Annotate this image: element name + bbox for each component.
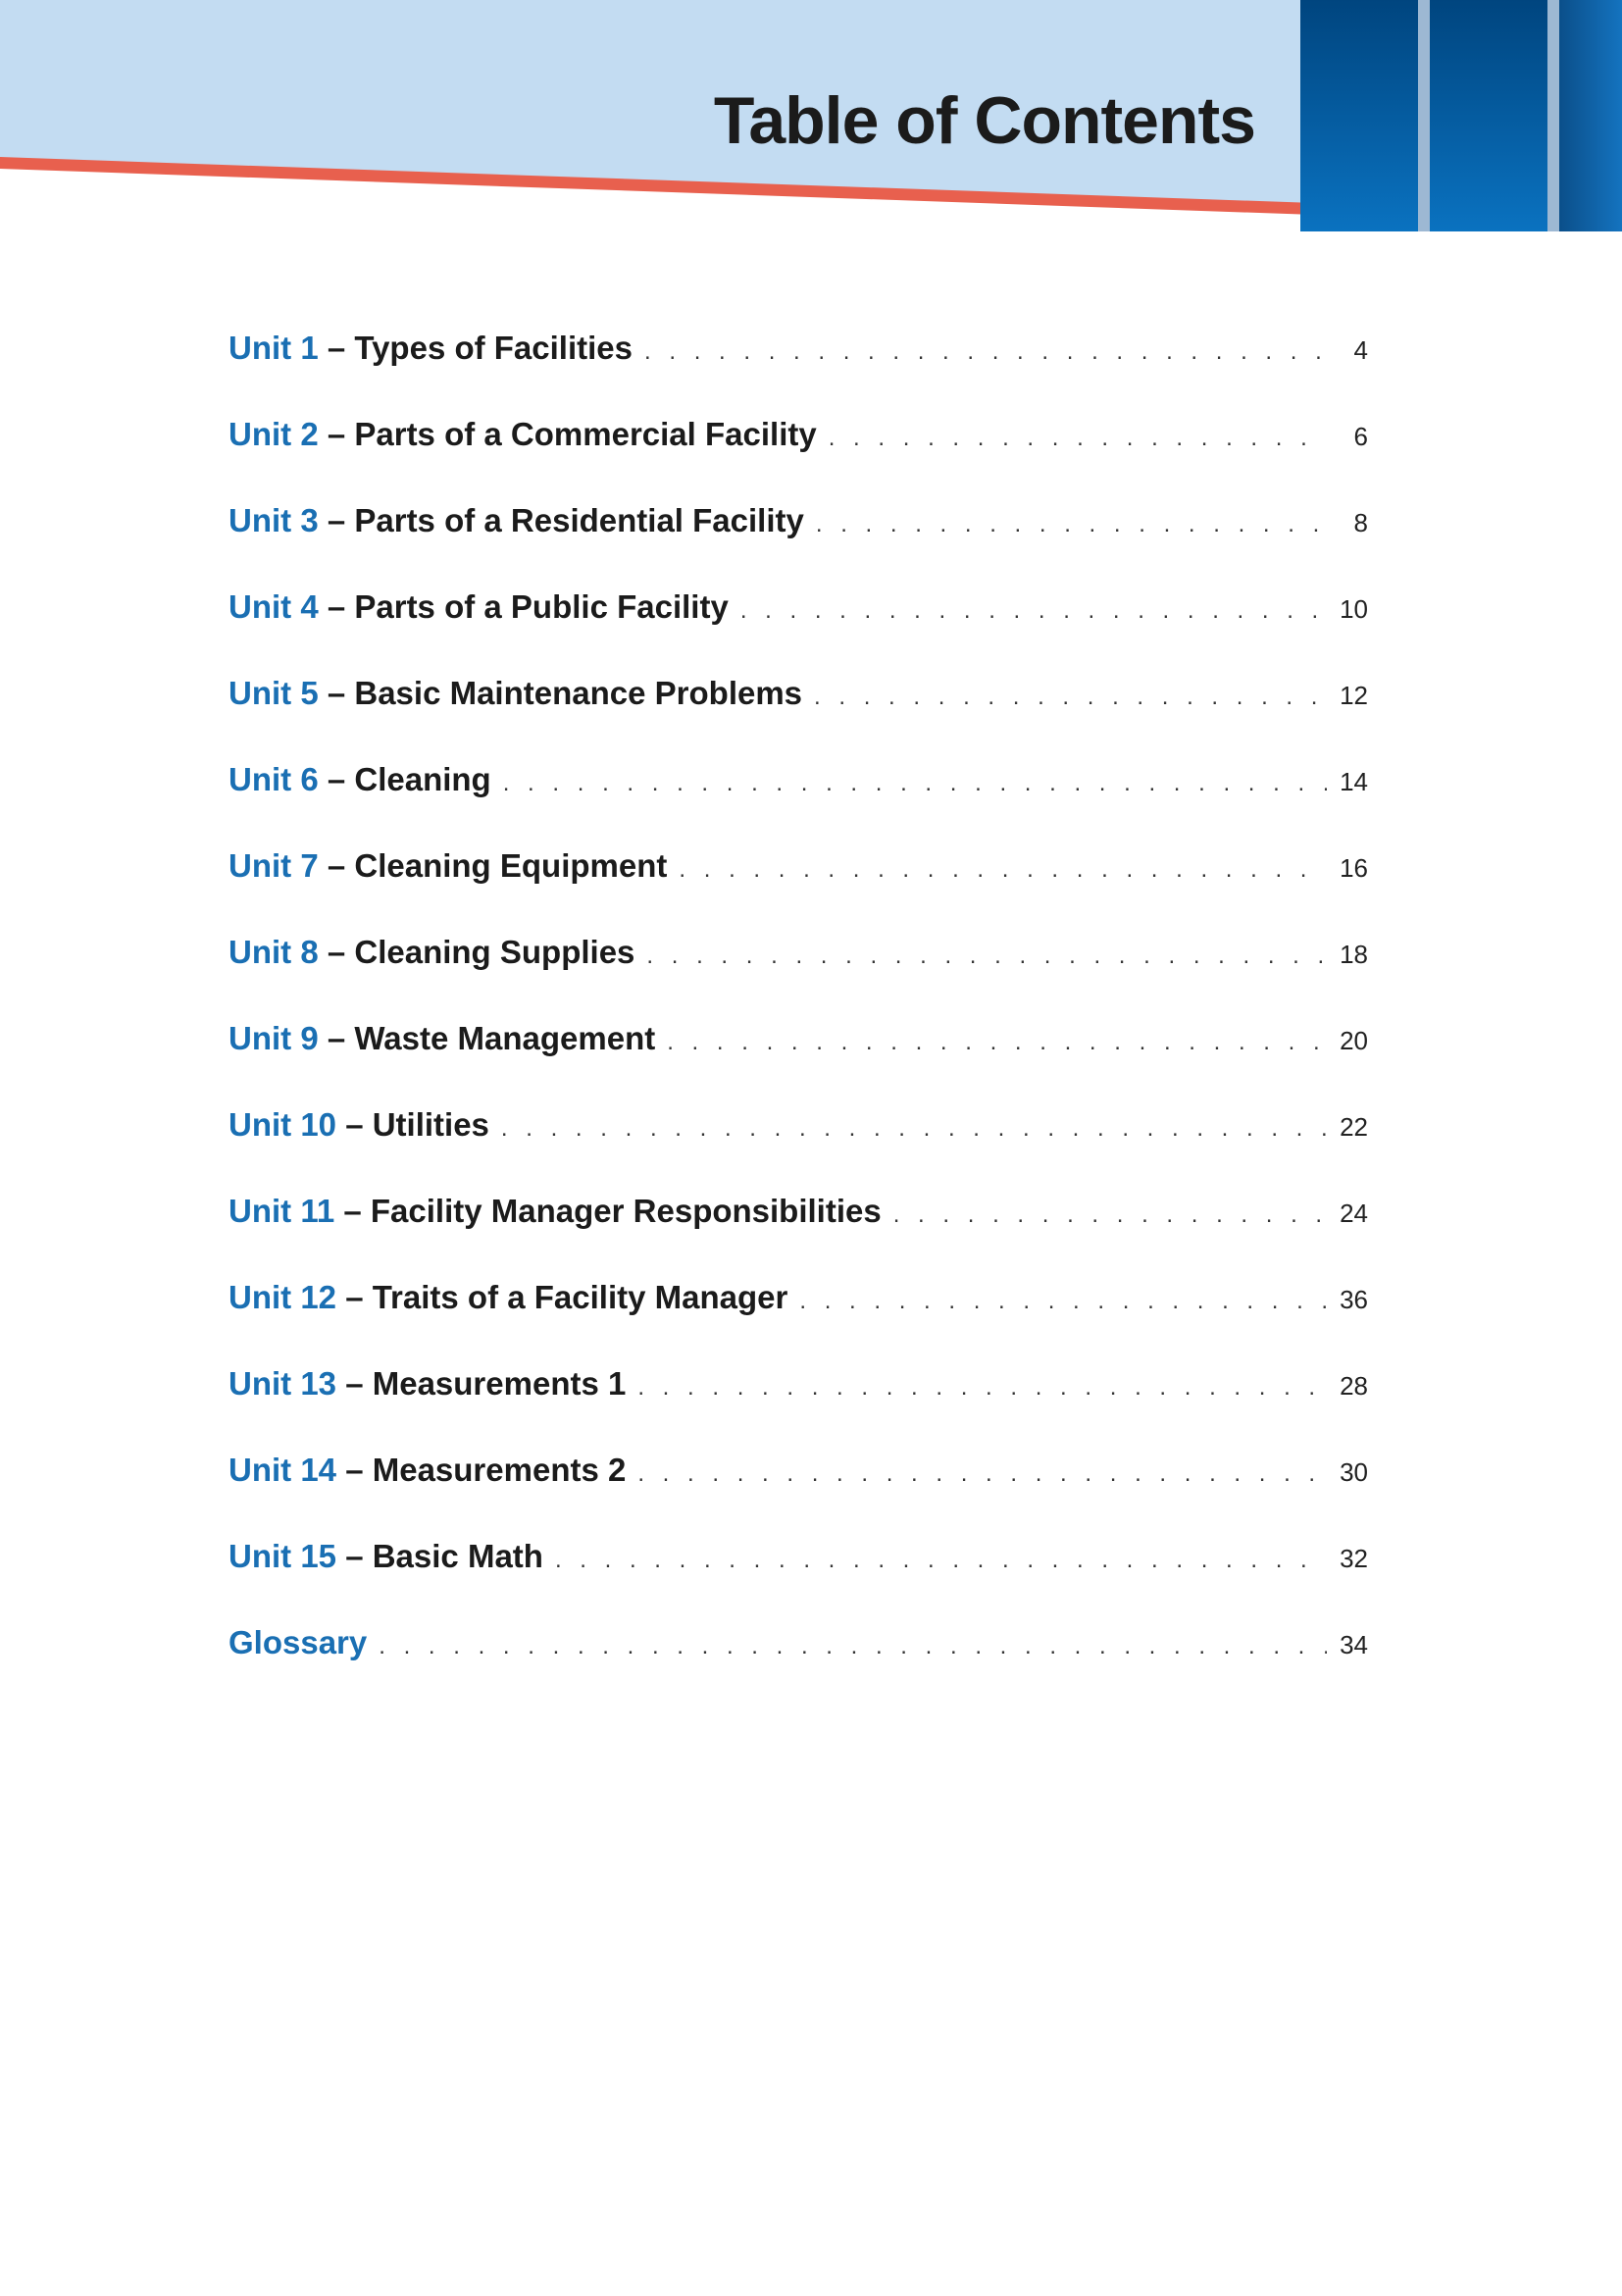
unit-title: – Facility Manager Responsibilities [343, 1193, 882, 1229]
toc-entry[interactable] [228, 675, 1368, 761]
dot-leader [740, 597, 1327, 625]
dot-leader [893, 1201, 1327, 1229]
page-number: 4 [1353, 335, 1368, 365]
dot-leader [555, 1547, 1327, 1574]
dot-leader [679, 856, 1327, 884]
unit-label: Unit 8 [228, 934, 319, 970]
unit-title: – Parts of a Commercial Facility [327, 416, 817, 452]
unit-title: – Cleaning Supplies [327, 934, 635, 970]
toc-entry[interactable] [228, 761, 1368, 847]
dot-leader [667, 1029, 1327, 1056]
page-number: 22 [1340, 1112, 1368, 1142]
dot-leader [637, 1460, 1327, 1488]
unit-label: Unit 12 [228, 1279, 337, 1315]
unit-label: Unit 7 [228, 847, 319, 884]
header-block-divider-1 [1418, 0, 1430, 231]
entry-title [228, 1193, 882, 1230]
page-number: 28 [1340, 1371, 1368, 1401]
entry-title [228, 675, 802, 712]
toc-entry[interactable] [228, 1365, 1368, 1452]
page-number: 18 [1340, 940, 1368, 969]
page-number: 34 [1340, 1630, 1368, 1659]
dot-leader [644, 338, 1327, 366]
unit-label: Unit 4 [228, 588, 319, 625]
unit-title: – Cleaning [327, 761, 491, 797]
toc-entry[interactable] [228, 847, 1368, 934]
toc-entry[interactable] [228, 1106, 1368, 1193]
header-block-divider-2 [1547, 0, 1559, 231]
unit-title: – Waste Management [327, 1020, 656, 1056]
unit-title: – Parts of a Public Facility [327, 588, 729, 625]
unit-title: – Basic Maintenance Problems [327, 675, 803, 711]
unit-label: Unit 14 [228, 1452, 337, 1488]
unit-title: – Cleaning Equipment [327, 847, 668, 884]
unit-label: Unit 13 [228, 1365, 337, 1402]
page-number: 20 [1340, 1026, 1368, 1055]
unit-title: – Parts of a Residential Facility [327, 502, 804, 538]
entry-title [228, 1624, 367, 1661]
unit-title: – Basic Math [345, 1538, 543, 1574]
toc-entry[interactable] [228, 1193, 1368, 1279]
toc-entry-glossary[interactable] [228, 1624, 1368, 1710]
toc-entry[interactable] [228, 1452, 1368, 1538]
entry-title [228, 1452, 626, 1489]
entry-title [228, 1538, 543, 1575]
unit-label: Unit 6 [228, 761, 319, 797]
entry-title [228, 847, 667, 885]
unit-label: Unit 5 [228, 675, 319, 711]
toc-entry[interactable] [228, 330, 1368, 416]
unit-title: – Types of Facilities [327, 330, 634, 366]
entry-title [228, 1106, 489, 1144]
dot-leader [799, 1288, 1327, 1315]
toc-entry[interactable] [228, 934, 1368, 1020]
dot-leader [379, 1633, 1327, 1660]
unit-label: Unit 1 [228, 330, 319, 366]
page-number: 14 [1340, 767, 1368, 796]
unit-label: Unit 3 [228, 502, 319, 538]
entry-title [228, 1365, 626, 1403]
page-number: 16 [1340, 853, 1368, 883]
entry-title [228, 934, 634, 971]
page-number: 8 [1353, 508, 1368, 537]
unit-label: Unit 9 [228, 1020, 319, 1056]
unit-label: Unit 15 [228, 1538, 337, 1574]
page-header [0, 0, 1622, 235]
toc-entry[interactable] [228, 1538, 1368, 1624]
toc-entry[interactable] [228, 1279, 1368, 1365]
entry-title [228, 1020, 655, 1057]
page-number: 10 [1340, 594, 1368, 624]
header-block-1 [1300, 0, 1418, 231]
unit-label: Unit 2 [228, 416, 319, 452]
header-block-3 [1559, 0, 1622, 231]
page-number: 6 [1353, 422, 1368, 451]
unit-label: Unit 11 [228, 1193, 335, 1229]
unit-title: – Measurements 1 [345, 1365, 627, 1402]
entry-title [228, 502, 804, 539]
page-number: 12 [1340, 681, 1368, 710]
page-number: 32 [1340, 1544, 1368, 1573]
dot-leader [503, 770, 1327, 797]
entry-title [228, 416, 817, 453]
unit-title: – Measurements 2 [345, 1452, 627, 1488]
glossary-label: Glossary [228, 1624, 368, 1660]
toc-entry[interactable] [228, 1020, 1368, 1106]
entry-title [228, 588, 729, 626]
dot-leader [816, 511, 1327, 538]
unit-title: – Traits of a Facility Manager [345, 1279, 788, 1315]
page-number: 30 [1340, 1457, 1368, 1487]
toc-entry[interactable] [228, 588, 1368, 675]
toc-list [228, 330, 1368, 1710]
page-title: Table of Contents [713, 83, 1255, 158]
dot-leader [637, 1374, 1327, 1402]
dot-leader [814, 684, 1327, 711]
dot-leader [829, 425, 1327, 452]
page-number: 36 [1340, 1285, 1368, 1314]
unit-title: – Utilities [345, 1106, 489, 1143]
dot-leader [646, 943, 1327, 970]
toc-entry[interactable] [228, 416, 1368, 502]
page-number: 24 [1340, 1199, 1368, 1228]
header-block-2 [1430, 0, 1547, 231]
toc-entry[interactable] [228, 502, 1368, 588]
unit-label: Unit 10 [228, 1106, 337, 1143]
dot-leader [501, 1115, 1327, 1143]
entry-title [228, 761, 491, 798]
entry-title [228, 1279, 787, 1316]
entry-title [228, 330, 633, 367]
